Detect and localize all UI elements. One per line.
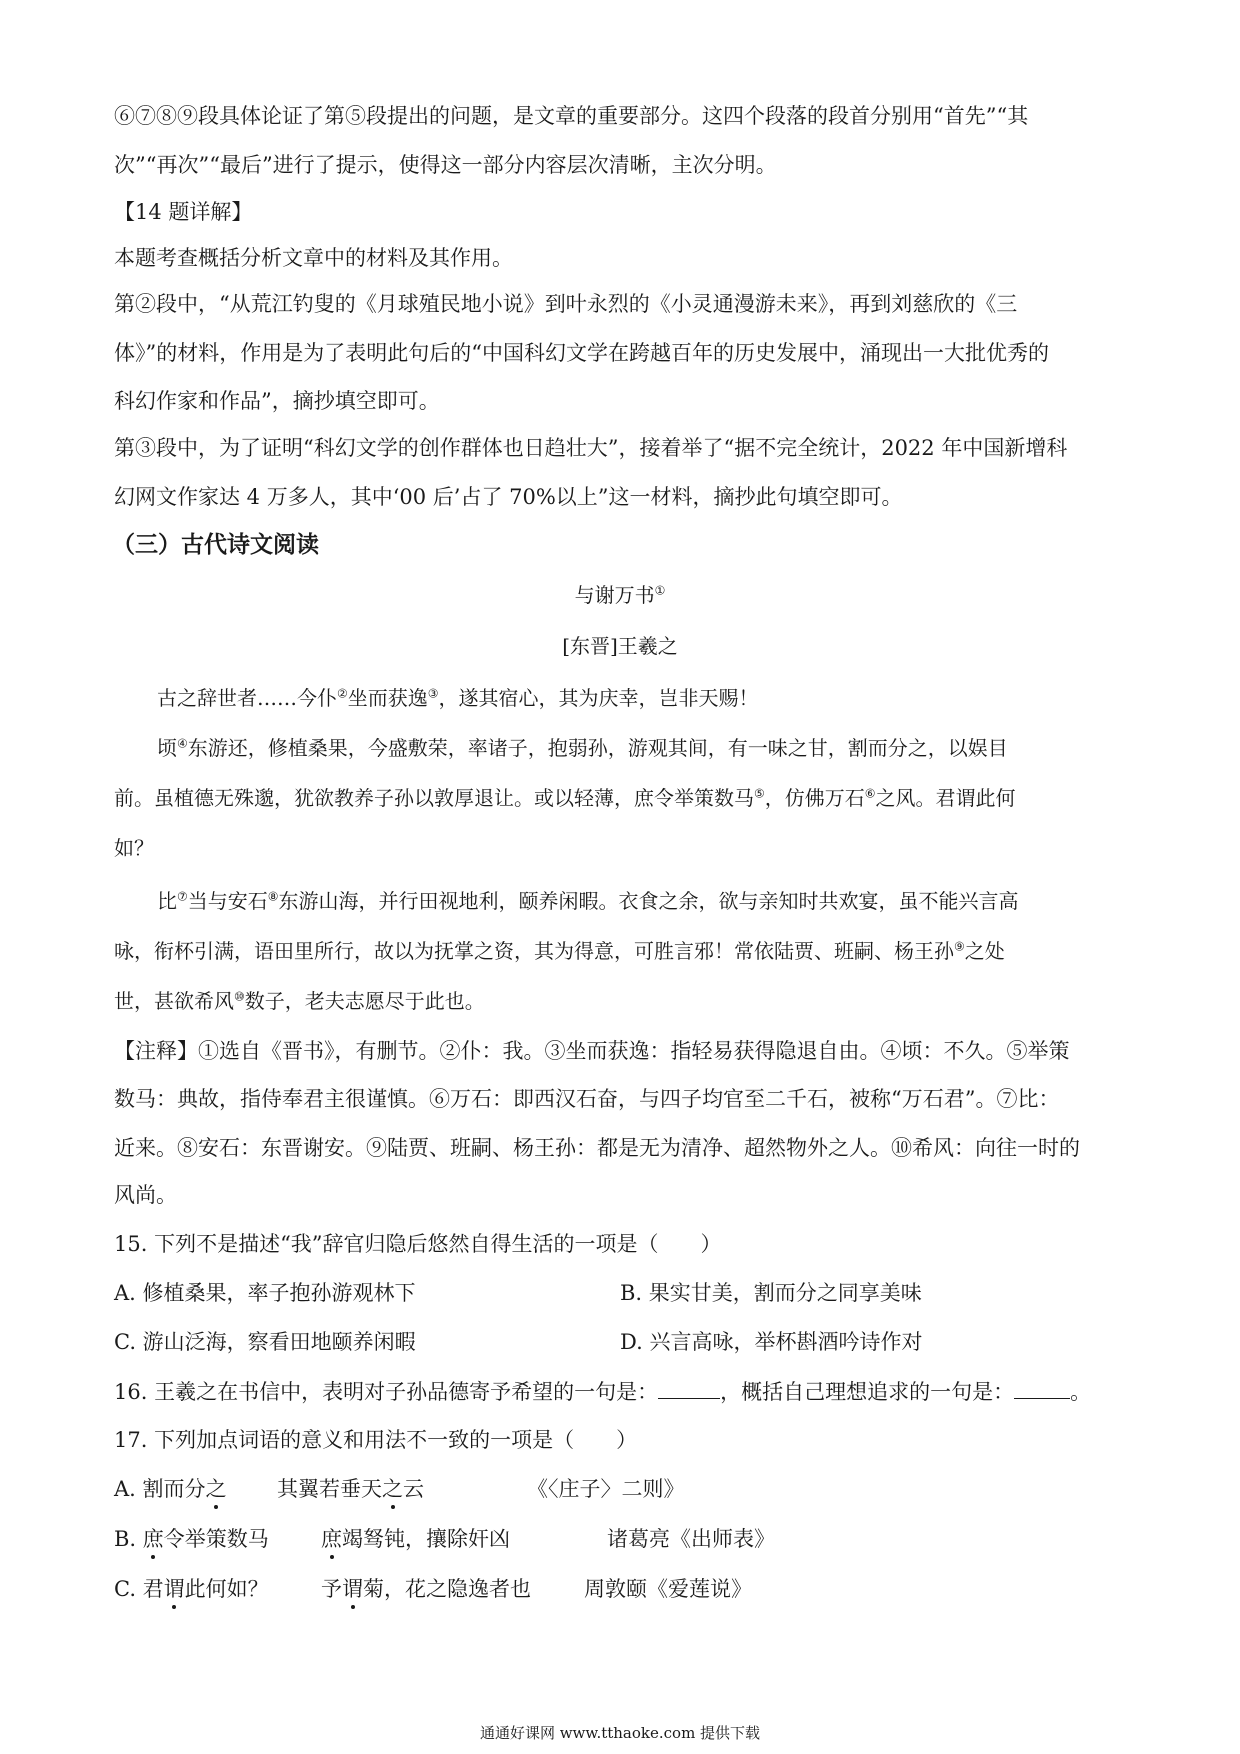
q17-stem: 17. 下列加点词语的意义和用法不一致的一项是（ ）	[114, 1428, 638, 1452]
text-run: 之风。君谓此何	[875, 786, 1016, 810]
q14-heading: 【14 题详解】	[114, 200, 253, 224]
q16-text-part2: ，概括自己理想追求的一句是：	[720, 1380, 1015, 1404]
text-run: 东游还，修植桑果，今盛敷荣，率诸子，抱弱孙，游观其间，有一味之甘，割而分之，以娱目	[187, 736, 1008, 760]
text-run: ，遂其宿心，其为庆幸，岂非天赐！	[438, 686, 759, 710]
q14-paragraph2-line2: 体》”的材料，作用是为了表明此句后的“中国科幻文学在跨越百年的历史发展中，涌现出一大批优秀的	[114, 341, 1049, 365]
q15-option-d[interactable]: D. 兴言高咏，举杯斟酒吟诗作对	[620, 1330, 923, 1354]
q16-text-part3: 。	[1070, 1380, 1092, 1404]
footnote-marker: ⑧	[267, 889, 279, 904]
q16-blank-1[interactable]	[658, 1378, 720, 1399]
text-run: A. 割而分	[114, 1477, 206, 1501]
poem-paragraph1-line1	[157, 683, 1177, 713]
footnote-marker: ⑤	[754, 786, 765, 801]
emphasis-dotted-word: 庶	[143, 1524, 164, 1554]
emphasis-dotted-word: 之	[382, 1474, 403, 1504]
q15-options-cd	[114, 1327, 1134, 1357]
q15-option-c[interactable]: C. 游山泛海，察看田地颐养闲暇	[114, 1330, 416, 1354]
emphasis-dotted-word: 庶	[321, 1524, 342, 1554]
text-run: 竭驽钝，攘除奸凶	[342, 1527, 510, 1551]
footnote-marker: ⑨	[954, 939, 965, 954]
footnote-marker: ⑦	[177, 889, 188, 904]
poem-paragraph2-line2	[114, 783, 1134, 813]
text-run: C. 君	[114, 1577, 164, 1601]
text-run: 前。虽植德无殊邈，犹欲教养子孙以敦厚退让。或以轻薄，庶令举策数马	[114, 786, 754, 810]
poem-paragraph2-line3: 如？	[114, 836, 154, 860]
page-footer[interactable]: 通通好课网 www.tthaoke.com 提供下载	[479, 1724, 761, 1742]
emphasis-dotted-word: 谓	[164, 1574, 185, 1604]
text-run: 咏，衔杯引满，语田里所行，故以为抚掌之资，其为得意，可胜言邪！常依陆贾、班嗣、杨王孙	[114, 939, 954, 963]
q17-c-source: 周敦颐《爱莲说》	[584, 1577, 752, 1601]
text-run: 当与安石	[187, 889, 268, 913]
text-run: B.	[114, 1527, 143, 1551]
poem-paragraph3-line2	[114, 936, 1134, 966]
notes-line-2: 数马：典故，指侍奉君主很谨慎。⑥万石：即西汉石奋，与四子均官至二千石，被称“万石君”。⑦比：	[114, 1087, 1060, 1111]
text-run: 坐而获逸	[347, 686, 428, 710]
text-run: 菊，花之隐逸者也	[363, 1577, 531, 1601]
poem-paragraph2-line1	[157, 733, 1177, 763]
q17-b-source: 诸葛亮《出师表》	[607, 1527, 775, 1551]
text-run: ，仿佛万石	[764, 786, 865, 810]
text-run: 比	[157, 889, 177, 913]
text-run: 东游山海，并行田视地利，颐养闲暇。衣食之余，欲与亲知时共欢宴，虽不能兴言高	[278, 889, 1019, 913]
text-run: 此何如？	[184, 1577, 269, 1601]
q17-b-sentence	[114, 1524, 269, 1554]
text-run: 数子，老夫志愿尽于此也。	[244, 989, 485, 1013]
poem-paragraph3-line1	[157, 886, 1177, 916]
emphasis-dotted-word: 谓	[342, 1574, 363, 1604]
footnote-marker: ②	[337, 686, 348, 701]
section-heading: （三）古代诗文阅读	[112, 531, 319, 558]
poem-title	[0, 580, 1240, 610]
q14-paragraph3-line2: 幻网文作家达 4 万多人，其中‘00 后’占了 70%以上”这一材料，摘抄此句填空即可。	[114, 485, 903, 509]
text-run: 世，甚欲希风	[114, 989, 234, 1013]
q17-a-comparison	[277, 1474, 424, 1504]
q14-intro: 本题考查概括分析文章中的材料及其作用。	[114, 246, 513, 270]
text-run: 其翼若垂天	[277, 1477, 382, 1501]
poem-title-text: 与谢万书	[574, 583, 655, 607]
footnote-marker: ③	[427, 686, 439, 701]
analysis-line-2: 次”“再次”“最后”进行了提示，使得这一部分内容层次清晰，主次分明。	[114, 153, 777, 177]
q15-option-a[interactable]: A. 修植桑果，率子抱孙游观林下	[114, 1281, 416, 1305]
poem-author: [东晋]王羲之	[562, 634, 678, 658]
q15-option-b[interactable]: B. 果实甘美，割而分之同享美味	[620, 1281, 922, 1305]
text-run: 顷	[157, 736, 177, 760]
q16-text-part1: 16. 王羲之在书信中，表明对子孙品德寄予希望的一句是：	[114, 1380, 659, 1404]
q17-c-comparison	[321, 1574, 531, 1604]
q14-paragraph2-line1: 第②段中，“从荒江钓叟的《月球殖民地小说》到叶永烈的《小灵通漫游未来》，再到刘慈欣的《三	[114, 292, 1018, 316]
text-run: 予	[321, 1577, 342, 1601]
text-run: 古之辞世者……今仆	[157, 686, 337, 710]
analysis-line-1: ⑥⑦⑧⑨段具体论证了第⑤段提出的问题，是文章的重要部分。这四个段落的段首分别用“首先”“其	[114, 104, 1029, 128]
footnote-marker: ④	[177, 736, 188, 751]
q14-paragraph3-line1: 第③段中，为了证明“科幻文学的创作群体也日趋壮大”，接着举了“据不完全统计，2022 年中国新增科	[114, 436, 1068, 460]
q15-options-ab	[114, 1278, 1134, 1308]
footnote-marker: ⑩	[234, 989, 245, 1004]
notes-line-4: 风尚。	[114, 1183, 177, 1207]
text-run: 云	[403, 1477, 424, 1501]
q17-b-comparison	[321, 1524, 510, 1554]
poem-paragraph3-line3	[114, 986, 1134, 1016]
text-run: 令举策数马	[163, 1527, 269, 1551]
notes-line-1: 【注释】①选自《晋书》，有删节。②仆：我。③坐而获逸：指轻易获得隐退自由。④顷：不久。⑤举策	[114, 1039, 1070, 1063]
notes-line-3: 近来。⑧安石：东晋谢安。⑨陆贾、班嗣、杨王孙：都是无为清净、超然物外之人。⑩希风：向往一时的	[114, 1136, 1080, 1160]
text-run: 之处	[964, 939, 1005, 963]
q17-a-source: 《〈庄子〉二则》	[527, 1477, 685, 1501]
q15-stem: 15. 下列不是描述“我”辞官归隐后悠然自得生活的一项是（ ）	[114, 1232, 722, 1256]
poem-title-footnote: ①	[654, 583, 666, 598]
q16-question	[114, 1377, 1134, 1407]
footnote-marker: ⑥	[864, 786, 876, 801]
q16-blank-2[interactable]	[1014, 1378, 1070, 1399]
q17-a-sentence	[114, 1474, 227, 1504]
q14-paragraph2-line3: 科幻作家和作品”，摘抄填空即可。	[114, 389, 440, 413]
q17-c-sentence	[114, 1574, 269, 1604]
emphasis-dotted-word: 之	[206, 1474, 227, 1504]
